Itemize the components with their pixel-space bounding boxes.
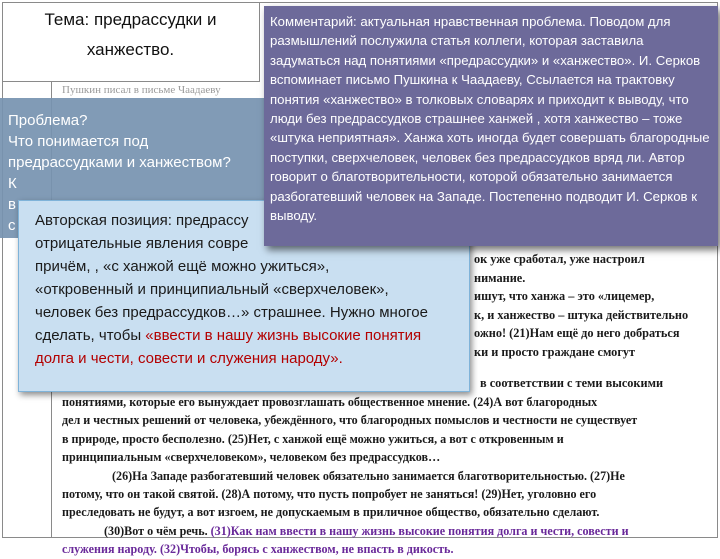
author-line xyxy=(35,324,453,347)
doc-line: в природе, просто бесполезно. (25)Нет, с ханжой ещё можно ужиться, а вот с откровенным и xyxy=(62,431,564,446)
slide-title xyxy=(2,2,260,82)
problem-line: Что понимается под xyxy=(8,133,149,150)
document-body xyxy=(62,393,714,559)
doc-highlight: (31)Как нам ввести в нашу жизнь высокие понятия долга и чести, совести и xyxy=(207,523,629,538)
author-line: «откровенный и принципиальный «сверхчеловек», xyxy=(35,281,389,298)
doc-line: служения народу. (32)Чтобы, борясь с ханжеством, не впасть в дикость. xyxy=(62,542,454,557)
doc-fragment: ишут, что ханжа – это «лицемер, xyxy=(474,289,655,303)
author-line: причём, , «с ханжой ещё можно ужиться», xyxy=(35,258,330,275)
title-line-1: Тема: предрассудки и xyxy=(44,10,217,29)
comment-box[interactable] xyxy=(264,6,718,246)
comment-text: Комментарий: актуальная нравственная проблема. Поводом для размышлений послужила статья коллеги, которая заставила задуматься над понятиями «предрассудки» и «ханжество». И. Серков вспоминает письмо Пушкина к Чаадаеву, Ссылается на трактовку понятия «ханжество» в толковых словарях и приходит к выводу, что люди без предрассудков страшнее ханжей , хотя ханжество – тоже «штука неприятная». Ханжа хоть иногда будет совершать благородные поступки, сверхчеловек, человек без предрассудков вряд ли. Автор говорит о благотворительности, которой обязательно занимается разбогатевший человек на Западе. Постепенно подводит И. Серков к выводу. xyxy=(270,14,710,224)
doc-fragment: к, и ханжество – штука действительно xyxy=(474,307,689,322)
problem-line: в xyxy=(8,196,16,213)
doc-line: дел и честных решений от человека, убеждённого, что благородных помыслов и честности не существует xyxy=(62,413,638,428)
doc-line: принципиальным «сверхчеловеком», человеком без предрассудков… xyxy=(62,450,441,465)
doc-fragment: ожно! (21)Нам ещё до него добраться xyxy=(474,326,680,340)
doc-line: (26)На Западе разбогатевший человек обязательно занимается благотворительностью. (27)Не xyxy=(112,468,625,483)
doc-fragment: ок уже сработал, уже настроил xyxy=(474,252,645,266)
doc-line: потому, что он такой святой. (28)А потому, что пусть попробует не заняться! (29)Нет, уголовно его xyxy=(62,487,597,502)
doc-line: преследовать не будут, а вот изгоем, не допускаемым в приличное общество, обязательно сделают. xyxy=(62,505,600,520)
title-line-2: ханжество. xyxy=(86,40,175,59)
doc-fragment: нимание. xyxy=(474,270,526,285)
document-fragment-9: в соответствии с теми высокими xyxy=(480,376,664,390)
doc-text: (30)Вот о чём речь. xyxy=(104,523,208,538)
author-line: долга и чести, совести и служения народу». xyxy=(35,350,343,367)
problem-line: предрассудками и ханжеством? xyxy=(8,154,231,171)
author-line: отрицательные явления совре xyxy=(35,235,249,252)
author-quote: «ввести в нашу жизнь высокие понятия xyxy=(145,327,422,344)
author-text: сделать, чтобы xyxy=(35,327,146,344)
ghost-line: Пушкин писал в письме Чаадаеву xyxy=(62,84,221,96)
author-line: Авторская позиция: предрассу xyxy=(35,212,249,229)
problem-line: К xyxy=(8,175,17,192)
problem-line: с xyxy=(8,217,16,234)
document-fragments xyxy=(474,250,718,361)
doc-line: понятиями, которые его вынуждает провозглашать общественное мнение. (24)А вот благородных xyxy=(62,395,598,409)
author-line: человек без предрассудков…» страшнее. Нужно многое xyxy=(35,304,428,321)
doc-fragment: ки и просто граждане смогут xyxy=(474,344,636,359)
problem-line: Проблема? xyxy=(8,112,88,129)
doc-line xyxy=(62,522,714,540)
